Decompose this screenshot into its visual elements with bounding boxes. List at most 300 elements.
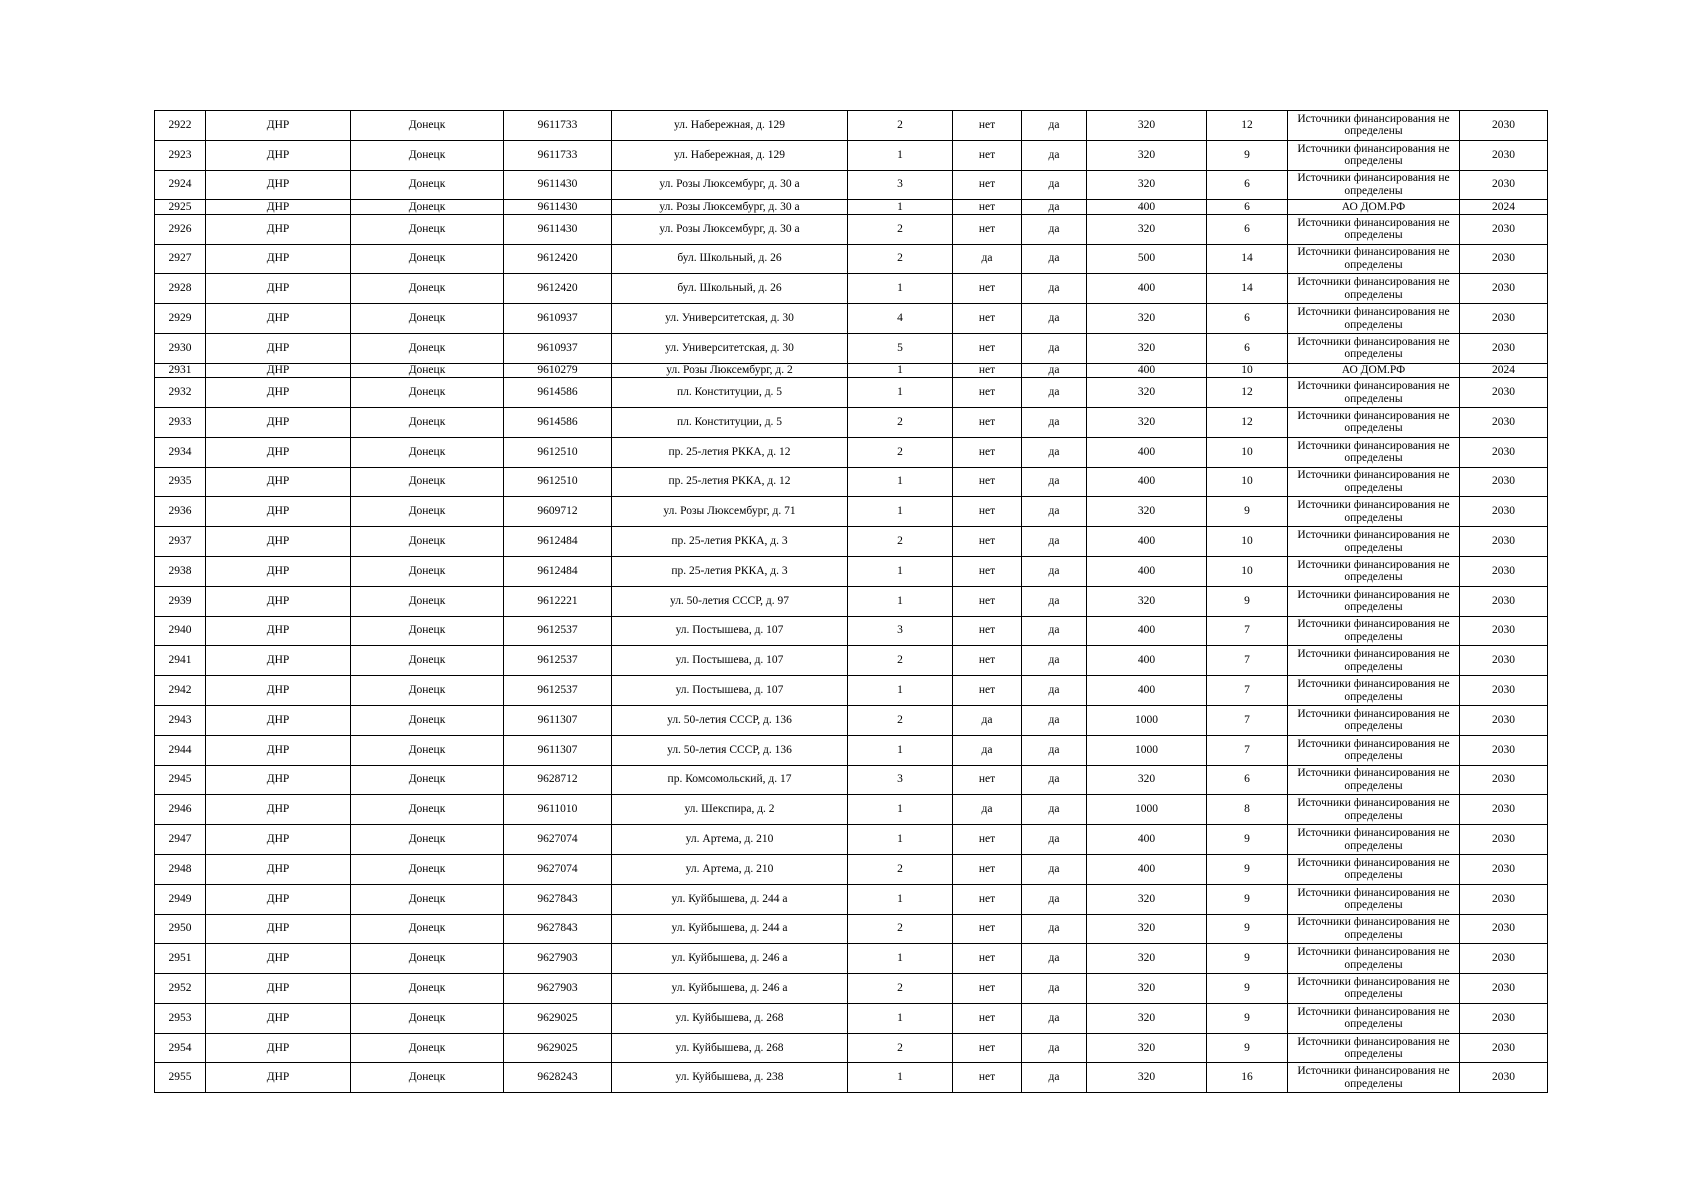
cell-house-code: 9628243: [504, 1063, 612, 1093]
cell-entrance: 2: [848, 407, 953, 437]
cell-amount: 400: [1087, 437, 1207, 467]
cell-year: 2030: [1460, 244, 1548, 274]
cell-entrance: 2: [848, 705, 953, 735]
cell-flag-b: да: [1022, 735, 1087, 765]
table-row: [155, 586, 1548, 616]
cell-flag-a: нет: [953, 363, 1022, 377]
cell-value: 7: [1207, 705, 1288, 735]
cell-region: ДНР: [206, 765, 351, 795]
cell-funding-source: Источники финансирования не определены: [1288, 214, 1460, 244]
cell-row-number: 2938: [155, 556, 206, 586]
cell-entrance: 1: [848, 497, 953, 527]
table-row: [155, 676, 1548, 706]
cell-entrance: 2: [848, 854, 953, 884]
table-row: [155, 825, 1548, 855]
cell-value: 14: [1207, 244, 1288, 274]
cell-amount: 400: [1087, 616, 1207, 646]
cell-region: ДНР: [206, 586, 351, 616]
table-row: [155, 944, 1548, 974]
cell-amount: 320: [1087, 378, 1207, 408]
cell-city: Донецк: [351, 407, 504, 437]
cell-region: ДНР: [206, 974, 351, 1004]
cell-funding-source: Источники финансирования не определены: [1288, 884, 1460, 914]
cell-year: 2030: [1460, 974, 1548, 1004]
cell-funding-source: Источники финансирования не определены: [1288, 944, 1460, 974]
table-row: [155, 407, 1548, 437]
cell-entrance: 1: [848, 795, 953, 825]
cell-amount: 320: [1087, 170, 1207, 200]
cell-address: пр. 25-летия РККА, д. 12: [612, 437, 848, 467]
cell-amount: 400: [1087, 825, 1207, 855]
cell-funding-source: Источники финансирования не определены: [1288, 467, 1460, 497]
cell-amount: 400: [1087, 676, 1207, 706]
cell-region: ДНР: [206, 1033, 351, 1063]
cell-flag-a: нет: [953, 333, 1022, 363]
cell-house-code: 9610937: [504, 333, 612, 363]
cell-address: ул. Розы Люксембург, д. 71: [612, 497, 848, 527]
cell-value: 9: [1207, 586, 1288, 616]
cell-region: ДНР: [206, 944, 351, 974]
table-row: [155, 795, 1548, 825]
cell-region: ДНР: [206, 646, 351, 676]
cell-row-number: 2936: [155, 497, 206, 527]
cell-entrance: 5: [848, 333, 953, 363]
table-row: [155, 705, 1548, 735]
cell-amount: 400: [1087, 274, 1207, 304]
cell-flag-b: да: [1022, 378, 1087, 408]
cell-value: 6: [1207, 200, 1288, 214]
table-row: [155, 214, 1548, 244]
cell-flag-a: нет: [953, 914, 1022, 944]
cell-region: ДНР: [206, 556, 351, 586]
cell-entrance: 2: [848, 914, 953, 944]
cell-flag-a: нет: [953, 556, 1022, 586]
cell-funding-source: Источники финансирования не определены: [1288, 854, 1460, 884]
cell-city: Донецк: [351, 1063, 504, 1093]
table-row: [155, 527, 1548, 557]
cell-amount: 400: [1087, 467, 1207, 497]
cell-funding-source: Источники финансирования не определены: [1288, 170, 1460, 200]
cell-year: 2030: [1460, 214, 1548, 244]
cell-address: ул. Шекспира, д. 2: [612, 795, 848, 825]
cell-flag-b: да: [1022, 467, 1087, 497]
cell-entrance: 2: [848, 437, 953, 467]
cell-amount: 400: [1087, 646, 1207, 676]
cell-region: ДНР: [206, 676, 351, 706]
cell-address: пр. 25-летия РККА, д. 3: [612, 556, 848, 586]
cell-entrance: 2: [848, 527, 953, 557]
cell-house-code: 9612420: [504, 274, 612, 304]
cell-region: ДНР: [206, 854, 351, 884]
cell-funding-source: Источники финансирования не определены: [1288, 378, 1460, 408]
cell-flag-b: да: [1022, 363, 1087, 377]
table-row: [155, 170, 1548, 200]
cell-city: Донецк: [351, 214, 504, 244]
cell-city: Донецк: [351, 467, 504, 497]
cell-house-code: 9612537: [504, 676, 612, 706]
cell-funding-source: Источники финансирования не определены: [1288, 304, 1460, 334]
table-row: [155, 735, 1548, 765]
cell-entrance: 2: [848, 111, 953, 141]
cell-row-number: 2953: [155, 1003, 206, 1033]
cell-row-number: 2943: [155, 705, 206, 735]
cell-funding-source: Источники финансирования не определены: [1288, 616, 1460, 646]
cell-city: Донецк: [351, 944, 504, 974]
cell-funding-source: АО ДОМ.РФ: [1288, 363, 1460, 377]
cell-entrance: 2: [848, 646, 953, 676]
cell-city: Донецк: [351, 646, 504, 676]
cell-flag-b: да: [1022, 974, 1087, 1004]
cell-entrance: 2: [848, 1033, 953, 1063]
cell-house-code: 9611430: [504, 170, 612, 200]
cell-city: Донецк: [351, 735, 504, 765]
cell-amount: 320: [1087, 407, 1207, 437]
cell-value: 10: [1207, 467, 1288, 497]
cell-row-number: 2939: [155, 586, 206, 616]
cell-address: ул. Розы Люксембург, д. 30 а: [612, 200, 848, 214]
cell-amount: 320: [1087, 214, 1207, 244]
cell-row-number: 2928: [155, 274, 206, 304]
cell-flag-b: да: [1022, 140, 1087, 170]
cell-city: Донецк: [351, 200, 504, 214]
cell-flag-a: нет: [953, 854, 1022, 884]
table-row: [155, 914, 1548, 944]
cell-region: ДНР: [206, 274, 351, 304]
cell-address: пр. 25-летия РККА, д. 12: [612, 467, 848, 497]
cell-house-code: 9612510: [504, 467, 612, 497]
cell-entrance: 1: [848, 586, 953, 616]
cell-region: ДНР: [206, 825, 351, 855]
cell-city: Донецк: [351, 274, 504, 304]
cell-flag-b: да: [1022, 556, 1087, 586]
cell-address: ул. Куйбышева, д. 238: [612, 1063, 848, 1093]
cell-funding-source: Источники финансирования не определены: [1288, 646, 1460, 676]
cell-value: 6: [1207, 765, 1288, 795]
cell-region: ДНР: [206, 497, 351, 527]
cell-address: ул. Набережная, д. 129: [612, 140, 848, 170]
cell-value: 6: [1207, 214, 1288, 244]
cell-funding-source: Источники финансирования не определены: [1288, 1033, 1460, 1063]
cell-value: 14: [1207, 274, 1288, 304]
cell-value: 6: [1207, 333, 1288, 363]
cell-flag-b: да: [1022, 497, 1087, 527]
cell-region: ДНР: [206, 437, 351, 467]
table-row: [155, 1003, 1548, 1033]
table-row: [155, 244, 1548, 274]
cell-flag-a: да: [953, 735, 1022, 765]
cell-flag-a: да: [953, 795, 1022, 825]
table-row: [155, 556, 1548, 586]
cell-year: 2030: [1460, 527, 1548, 557]
cell-year: 2030: [1460, 274, 1548, 304]
cell-year: 2030: [1460, 1063, 1548, 1093]
cell-value: 7: [1207, 676, 1288, 706]
cell-house-code: 9612537: [504, 616, 612, 646]
cell-region: ДНР: [206, 1063, 351, 1093]
cell-entrance: 1: [848, 944, 953, 974]
cell-address: бул. Школьный, д. 26: [612, 244, 848, 274]
cell-flag-a: нет: [953, 274, 1022, 304]
cell-row-number: 2935: [155, 467, 206, 497]
cell-value: 9: [1207, 884, 1288, 914]
cell-row-number: 2954: [155, 1033, 206, 1063]
cell-address: ул. Набережная, д. 129: [612, 111, 848, 141]
cell-amount: 400: [1087, 527, 1207, 557]
cell-amount: 1000: [1087, 735, 1207, 765]
cell-house-code: 9629025: [504, 1003, 612, 1033]
cell-value: 9: [1207, 140, 1288, 170]
cell-flag-a: нет: [953, 140, 1022, 170]
cell-funding-source: Источники финансирования не определены: [1288, 795, 1460, 825]
table-row: [155, 200, 1548, 214]
cell-flag-b: да: [1022, 407, 1087, 437]
cell-address: ул. Постышева, д. 107: [612, 646, 848, 676]
cell-amount: 320: [1087, 765, 1207, 795]
cell-row-number: 2947: [155, 825, 206, 855]
cell-funding-source: Источники финансирования не определены: [1288, 586, 1460, 616]
cell-funding-source: Источники финансирования не определены: [1288, 676, 1460, 706]
cell-city: Донецк: [351, 1033, 504, 1063]
cell-city: Донецк: [351, 527, 504, 557]
cell-value: 12: [1207, 407, 1288, 437]
cell-year: 2030: [1460, 140, 1548, 170]
cell-funding-source: Источники финансирования не определены: [1288, 556, 1460, 586]
cell-entrance: 1: [848, 676, 953, 706]
cell-flag-b: да: [1022, 944, 1087, 974]
cell-amount: 320: [1087, 1063, 1207, 1093]
cell-row-number: 2937: [155, 527, 206, 557]
table-row: [155, 765, 1548, 795]
cell-amount: 320: [1087, 1033, 1207, 1063]
cell-row-number: 2933: [155, 407, 206, 437]
table-row: [155, 854, 1548, 884]
cell-funding-source: Источники финансирования не определены: [1288, 1063, 1460, 1093]
cell-year: 2030: [1460, 765, 1548, 795]
cell-row-number: 2941: [155, 646, 206, 676]
cell-value: 16: [1207, 1063, 1288, 1093]
cell-flag-b: да: [1022, 1003, 1087, 1033]
cell-house-code: 9611010: [504, 795, 612, 825]
cell-flag-a: нет: [953, 1003, 1022, 1033]
cell-value: 6: [1207, 304, 1288, 334]
cell-house-code: 9612510: [504, 437, 612, 467]
cell-row-number: 2946: [155, 795, 206, 825]
cell-flag-b: да: [1022, 616, 1087, 646]
cell-year: 2030: [1460, 497, 1548, 527]
cell-row-number: 2944: [155, 735, 206, 765]
cell-flag-b: да: [1022, 244, 1087, 274]
cell-year: 2030: [1460, 1033, 1548, 1063]
cell-funding-source: Источники финансирования не определены: [1288, 705, 1460, 735]
cell-city: Донецк: [351, 1003, 504, 1033]
cell-amount: 320: [1087, 497, 1207, 527]
cell-house-code: 9614586: [504, 378, 612, 408]
cell-flag-b: да: [1022, 200, 1087, 214]
cell-year: 2030: [1460, 884, 1548, 914]
cell-city: Донецк: [351, 437, 504, 467]
cell-value: 12: [1207, 111, 1288, 141]
cell-region: ДНР: [206, 735, 351, 765]
cell-year: 2030: [1460, 914, 1548, 944]
table-row: [155, 378, 1548, 408]
cell-year: 2024: [1460, 200, 1548, 214]
cell-flag-b: да: [1022, 586, 1087, 616]
cell-city: Донецк: [351, 616, 504, 646]
cell-year: 2030: [1460, 944, 1548, 974]
cell-city: Донецк: [351, 825, 504, 855]
cell-city: Донецк: [351, 170, 504, 200]
cell-house-code: 9627843: [504, 914, 612, 944]
cell-row-number: 2923: [155, 140, 206, 170]
cell-funding-source: Источники финансирования не определены: [1288, 914, 1460, 944]
cell-entrance: 2: [848, 244, 953, 274]
table-row: [155, 140, 1548, 170]
cell-house-code: 9611430: [504, 214, 612, 244]
cell-house-code: 9612537: [504, 646, 612, 676]
cell-city: Донецк: [351, 497, 504, 527]
cell-value: 9: [1207, 974, 1288, 1004]
cell-house-code: 9609712: [504, 497, 612, 527]
cell-city: Донецк: [351, 974, 504, 1004]
cell-address: ул. Артема, д. 210: [612, 825, 848, 855]
cell-entrance: 4: [848, 304, 953, 334]
cell-amount: 1000: [1087, 705, 1207, 735]
cell-row-number: 2945: [155, 765, 206, 795]
cell-city: Донецк: [351, 914, 504, 944]
cell-row-number: 2948: [155, 854, 206, 884]
cell-house-code: 9611307: [504, 735, 612, 765]
cell-flag-b: да: [1022, 884, 1087, 914]
cell-entrance: 1: [848, 378, 953, 408]
cell-flag-b: да: [1022, 825, 1087, 855]
cell-value: 8: [1207, 795, 1288, 825]
table-body: [155, 111, 1548, 1093]
cell-address: пл. Конституции, д. 5: [612, 378, 848, 408]
cell-value: 10: [1207, 527, 1288, 557]
cell-entrance: 3: [848, 616, 953, 646]
cell-flag-a: нет: [953, 437, 1022, 467]
cell-value: 6: [1207, 170, 1288, 200]
cell-city: Донецк: [351, 140, 504, 170]
cell-flag-b: да: [1022, 646, 1087, 676]
cell-entrance: 1: [848, 825, 953, 855]
cell-row-number: 2950: [155, 914, 206, 944]
cell-flag-b: да: [1022, 676, 1087, 706]
table-row: [155, 437, 1548, 467]
cell-entrance: 1: [848, 200, 953, 214]
cell-city: Донецк: [351, 363, 504, 377]
cell-flag-a: нет: [953, 944, 1022, 974]
cell-year: 2030: [1460, 795, 1548, 825]
cell-flag-a: нет: [953, 974, 1022, 1004]
cell-value: 12: [1207, 378, 1288, 408]
cell-funding-source: Источники финансирования не определены: [1288, 825, 1460, 855]
cell-house-code: 9611733: [504, 140, 612, 170]
cell-region: ДНР: [206, 795, 351, 825]
cell-funding-source: Источники финансирования не определены: [1288, 111, 1460, 141]
cell-amount: 320: [1087, 304, 1207, 334]
cell-region: ДНР: [206, 1003, 351, 1033]
table-row: [155, 1033, 1548, 1063]
cell-year: 2030: [1460, 407, 1548, 437]
cell-row-number: 2951: [155, 944, 206, 974]
cell-house-code: 9627843: [504, 884, 612, 914]
cell-funding-source: Источники финансирования не определены: [1288, 497, 1460, 527]
cell-city: Донецк: [351, 765, 504, 795]
cell-amount: 320: [1087, 884, 1207, 914]
cell-year: 2030: [1460, 437, 1548, 467]
cell-flag-a: нет: [953, 825, 1022, 855]
cell-address: ул. Розы Люксембург, д. 30 а: [612, 214, 848, 244]
cell-funding-source: Источники финансирования не определены: [1288, 333, 1460, 363]
cell-year: 2030: [1460, 586, 1548, 616]
table-row: [155, 274, 1548, 304]
cell-year: 2030: [1460, 467, 1548, 497]
cell-flag-b: да: [1022, 437, 1087, 467]
cell-year: 2030: [1460, 705, 1548, 735]
cell-year: 2024: [1460, 363, 1548, 377]
data-table: [154, 110, 1548, 1093]
cell-flag-a: нет: [953, 111, 1022, 141]
cell-address: ул. Университетская, д. 30: [612, 304, 848, 334]
cell-region: ДНР: [206, 363, 351, 377]
cell-address: ул. Университетская, д. 30: [612, 333, 848, 363]
cell-value: 9: [1207, 854, 1288, 884]
cell-flag-a: нет: [953, 676, 1022, 706]
cell-flag-a: нет: [953, 214, 1022, 244]
cell-city: Донецк: [351, 304, 504, 334]
cell-region: ДНР: [206, 170, 351, 200]
cell-house-code: 9612420: [504, 244, 612, 274]
cell-flag-b: да: [1022, 765, 1087, 795]
cell-flag-a: нет: [953, 378, 1022, 408]
cell-year: 2030: [1460, 735, 1548, 765]
cell-year: 2030: [1460, 854, 1548, 884]
cell-value: 7: [1207, 616, 1288, 646]
cell-row-number: 2927: [155, 244, 206, 274]
cell-year: 2030: [1460, 111, 1548, 141]
cell-address: ул. 50-летия СССР, д. 97: [612, 586, 848, 616]
table-row: [155, 304, 1548, 334]
cell-value: 9: [1207, 914, 1288, 944]
cell-address: ул. Куйбышева, д. 244 а: [612, 884, 848, 914]
cell-house-code: 9610279: [504, 363, 612, 377]
cell-city: Донецк: [351, 111, 504, 141]
cell-row-number: 2922: [155, 111, 206, 141]
cell-flag-a: да: [953, 244, 1022, 274]
cell-house-code: 9627903: [504, 944, 612, 974]
table-row: [155, 616, 1548, 646]
cell-address: ул. Артема, д. 210: [612, 854, 848, 884]
cell-row-number: 2930: [155, 333, 206, 363]
cell-entrance: 1: [848, 140, 953, 170]
cell-amount: 320: [1087, 333, 1207, 363]
cell-region: ДНР: [206, 705, 351, 735]
cell-value: 10: [1207, 437, 1288, 467]
cell-funding-source: Источники финансирования не определены: [1288, 274, 1460, 304]
cell-house-code: 9611307: [504, 705, 612, 735]
cell-year: 2030: [1460, 556, 1548, 586]
cell-city: Донецк: [351, 854, 504, 884]
cell-house-code: 9611430: [504, 200, 612, 214]
cell-amount: 320: [1087, 586, 1207, 616]
cell-city: Донецк: [351, 333, 504, 363]
cell-flag-a: нет: [953, 646, 1022, 676]
cell-region: ДНР: [206, 467, 351, 497]
cell-address: ул. 50-летия СССР, д. 136: [612, 705, 848, 735]
cell-entrance: 1: [848, 274, 953, 304]
cell-address: ул. Куйбышева, д. 268: [612, 1003, 848, 1033]
